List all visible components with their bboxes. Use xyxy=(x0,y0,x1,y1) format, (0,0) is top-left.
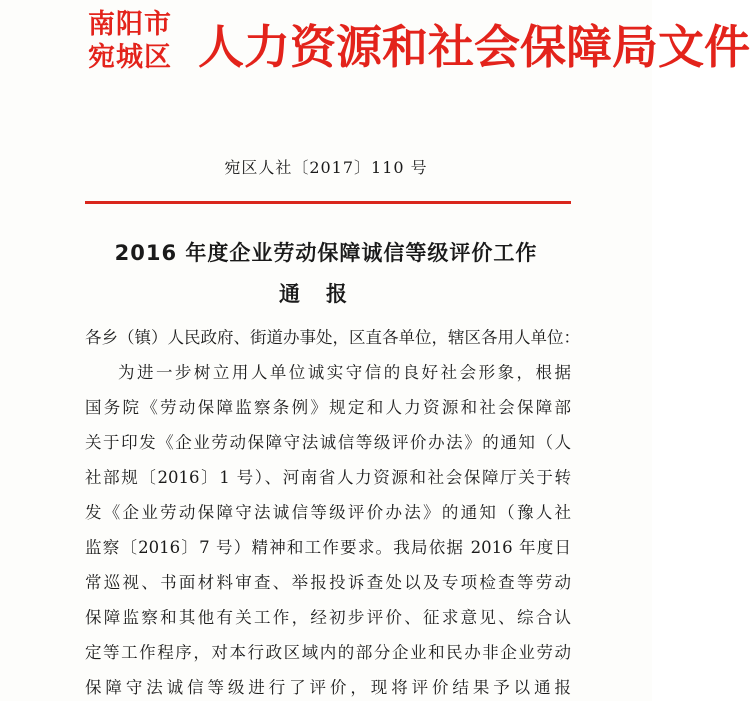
masthead-city: 南阳市 xyxy=(88,9,172,40)
body-line-addressee: 各乡（镇）人民政府、街道办事处，区直各单位，辖区各用人单位： xyxy=(85,328,580,347)
body-line: 监察〔2016〕7 号）精神和工作要求。我局依据 2016 年度日 xyxy=(85,538,571,557)
red-divider-line xyxy=(85,201,571,204)
body-line: 社部规〔2016〕1 号）、河南省人力资源和社会保障厅关于转 xyxy=(85,468,571,487)
masthead xyxy=(88,8,750,88)
body-line: 发《企业劳动保障守法诚信等级评价办法》的通知（豫人社 xyxy=(85,503,571,522)
notice-subtitle: 通报 xyxy=(279,282,373,306)
body-line: 国务院《劳动保障监察条例》规定和人力资源和社会保障部 xyxy=(85,398,571,417)
masthead-left-block xyxy=(88,8,196,88)
body-line: 为进一步树立用人单位诚实守信的良好社会形象，根据 xyxy=(118,363,571,382)
notice-title: 2016 年度企业劳动保障诚信等级评价工作 xyxy=(114,241,538,265)
body-line: 保障守法诚信等级进行了评价，现将评价结果予以通报 xyxy=(85,678,571,697)
document-body xyxy=(85,320,580,705)
body-line: 关于印发《企业劳动保障守法诚信等级评价办法》的通知（人 xyxy=(85,433,571,452)
body-line: 保障监察和其他有关工作，经初步评价、征求意见、综合认 xyxy=(85,608,571,627)
masthead-title: 人力资源和社会保障局文件 xyxy=(198,20,750,74)
body-line: 常巡视、书面材料审查、举报投诉查处以及专项检查等劳动 xyxy=(85,573,571,592)
masthead-district: 宛城区 xyxy=(88,42,172,73)
document-number: 宛区人社〔2017〕110 号 xyxy=(224,158,428,177)
body-line: 定等工作程序，对本行政区域内的部分企业和民办非企业劳动 xyxy=(85,643,571,662)
